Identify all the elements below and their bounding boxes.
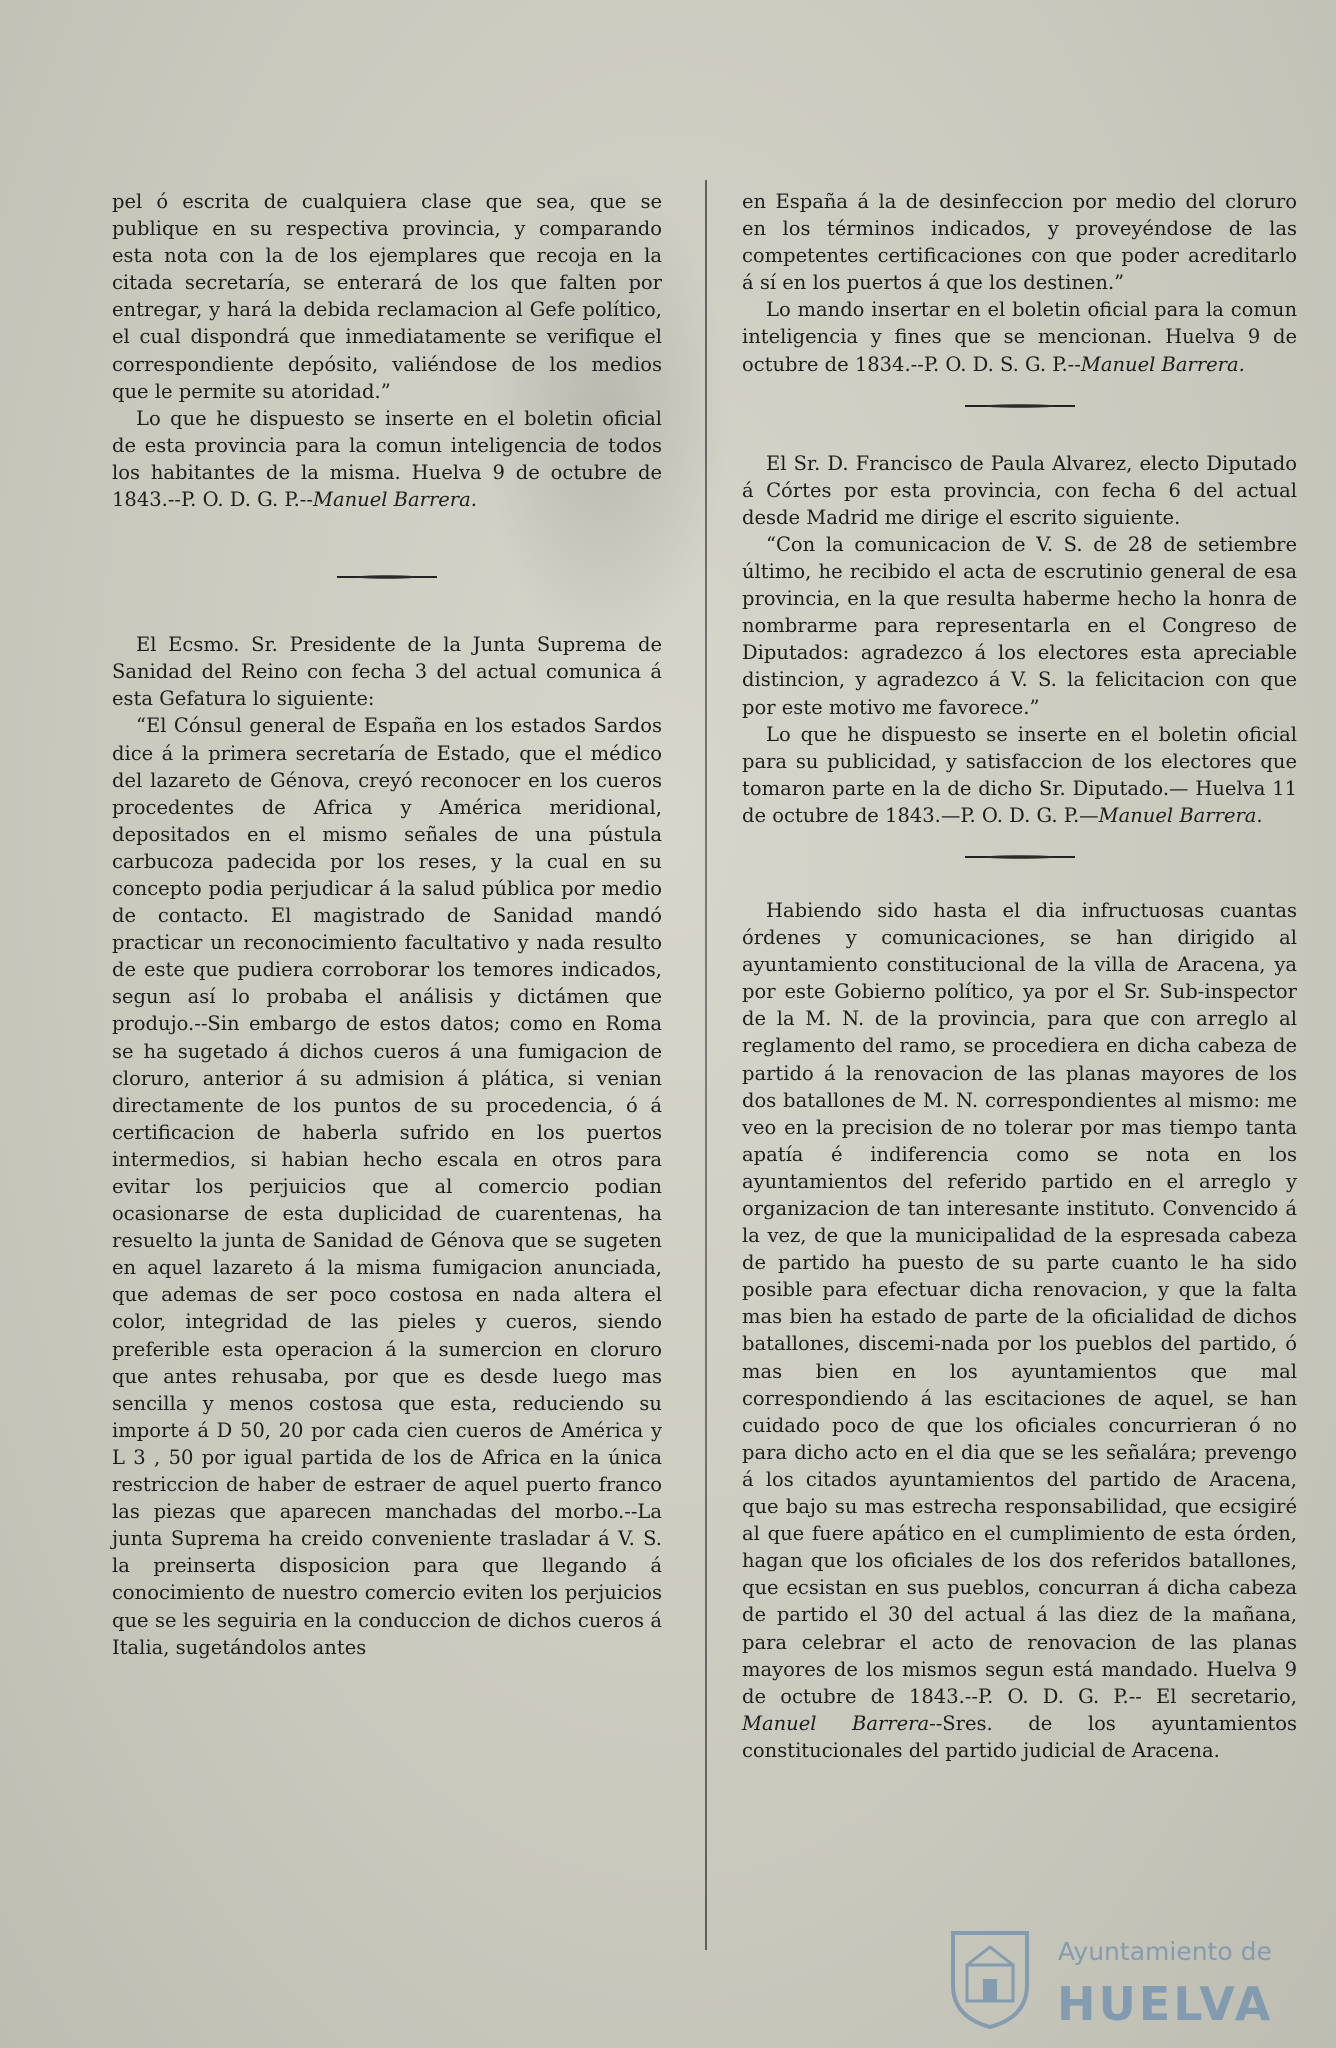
right-paragraph-6: Habiendo sido hasta el dia infructuosas cuantas órdenes y comunicaciones, se han dirigido al ayuntamiento constitucional de la villa de Aracena, ya por este Gobierno político, ya por el Sr. Sub-inspector de la M. N. de la provincia, para que con arreglo al reglamento del ramo, se procediera en dicha cabeza de partido á la renovacion de las planas mayores de los dos batallones de M. N. correspondientes al mismo: me veo en la precision de no tolerar por mas tiempo tanta apatía é indiferencia como se nota en los ayuntamientos del referido partido en el arreglo y organizacion de tan interesante instituto. Convencido á la vez, de que la municipalidad de la espresada cabeza de partido ha puesto de su parte cuanto le ha sido posible para efectuar dicha renovacion, y que la falta mas bien ha estado de parte de la oficialidad de dichos batallones, discemi-nada por los pueblos del partido, ó mas bien en los ayuntamientos que mal correspondiendo á las escitaciones de aquel, se han cuidado poco de que los oficiales concurrieran ó no para dicho acto en el dia que se les señalára; prevengo á los citados ayuntamientos del partido de Aracena, que bajo su mas estrecha responsabilidad, que ecsigiré al que fuere apático en el cumplimiento de esta órden, hagan que los oficiales de los dos referidos batallones, que ecsistan en sus pueblos, concurran á dicha cabeza de partido el 30 del actual á las diez de la mañana, para celebrar el acto de renovacion de las planas mayores de los mismos segun está mandado. Huelva 9 de octubre de 1843.--P. O. D. G. P.-- El secretario, Manuel Barrera--Sres. de los ayuntamientos constitucionales del partido judicial de Aracena. [742,898,1297,1762]
city-crest-icon [945,1925,1035,2030]
right-paragraph-3: El Sr. D. Francisco de Paula Alvarez, electo Diputado á Córtes por esta provincia, con fecha 6 del actual desde Madrid me dirige el escrito siguiente. [742,451,1297,529]
right-column [742,188,1297,1764]
watermark-line-2: HUELVA [1057,1977,1274,2031]
watermark-line-1: Ayuntamiento de [1058,1937,1272,1966]
section-ornament [965,402,1075,410]
left-paragraph-4: “El Cónsul general de España en los estados Sardos dice á la primera secretaría de Estado, que el médico del lazareto de Génova, creyó reconocer en los cueros procedentes de Africa y América meridional, depositados en el mismo señales de una pústula carbucoza padecida por los reses, y la cual en su concepto podia perjudicar á la salud pública por medio de contacto. El magistrado de Sanidad mandó practicar un reconocimiento facultativo y nada resulto de este que pudiera corroborar los temores indicados, segun así lo probaba el análisis y dictámen que produjo.--Sin embargo de estos datos; como en Roma se ha sugetado á dichos cueros á una fumigacion de cloruro, anterior á su admision á plática, si venian directamente de los puntos de su procedencia, ó á certificacion de haberla sufrido en los puertos intermedios, si habian hecho escala en otros para evitar los perjuicios que al comercio podian ocasionarse de esta duplicidad de cuarentenas, ha resuelto la junta de Sanidad de Génova que se sugeten en aquel lazareto á la misma fumigacion anunciada, que ademas de ser poco costosa en nada altera el color, integridad de las pieles y cueros, siendo preferible esta operacion á la sumercion en cloruro que antes rehusaba, por que es desde luego mas sencilla y menos costosa que esta, reduciendo su importe á D 50, 20 por cada cien cueros de América y L 3 , 50 por igual partida de los de Africa en la única restriccion de haber de estraer de aquel puerto franco las piezas que aparecen manchadas del morbo.--La junta Suprema ha creido conveniente trasladar á V. S. la preinserta disposicion para que llegando á conocimiento de nuestro comercio eviten los perjuicios que se les seguiria en la conduccion de dichos cueros á Italia, sugetándolos antes [112,714,662,1659]
section-ornament [337,573,437,581]
left-paragraph-1: pel ó escrita de cualquiera clase que sea, que se publique en su respectiva provincia, y comparando esta nota con la de los ejemplares que recoja en la citada secretaría, se enterará de los que falten por entregar, y hará la debida reclamacion al Gefe político, el cual dispondrá que inmediatamente se verifique el correspondiente depósito, valiéndose de los medios que le permite su atoridad.” [112,190,662,403]
section-ornament [965,853,1075,861]
column-divider [705,180,707,1950]
right-paragraph-1: en España á la de desinfeccion por medio del cloruro en los términos indicados, y proveyéndose de las competentes certificaciones con que poder acreditarlo á sí en los puertos á que los destinen.” [742,190,1297,295]
signature: Manuel Barrera. [1080,352,1245,376]
right-paragraph-5: Lo que he dispuesto se inserte en el boletin oficial para su publicidad, y satisfaccion de los electores que tomaron parte en la de dicho Sr. Diputado.— Huelva 11 de octubre de 1843.—P. O. D. G. P.—Manuel Barrera. [742,722,1297,827]
right-paragraph-4: “Con la comunicacion de V. S. de 28 de setiembre último, he recibido el acta de escrutinio general de esa provincia, en la que resulta haberme hecho la honra de nombrarme para representarla en el Congreso de Diputados: agradezco á los electores esta apreciable distincion, y agradezco á V. S. la felicitacion con que por este motivo me favorece.” [742,532,1297,719]
right-paragraph-2: Lo mando insertar en el boletin oficial para la comun inteligencia y fines que se mencionan. Huelva 9 de octubre de 1834.--P. O. D. S. G. P.--Manuel Barrera. [742,298,1297,376]
left-column [112,188,662,1661]
left-paragraph-3: El Ecsmo. Sr. Presidente de la Junta Suprema de Sanidad del Reino con fecha 3 del actual comunica á esta Gefatura lo siguiente: [112,633,662,711]
signature: Manuel Barrera [742,1711,930,1735]
signature: Manuel Barrera. [312,488,477,512]
signature: Manuel Barrera. [1098,803,1263,827]
archive-watermark [935,1925,1315,2035]
left-paragraph-2: Lo que he dispuesto se inserte en el boletin oficial de esta provincia para la comun inteligencia de todos los habitantes de la misma. Huelva 9 de octubre de 1843.--P. O. D. G. P.--Manuel Barrera. [112,406,662,512]
